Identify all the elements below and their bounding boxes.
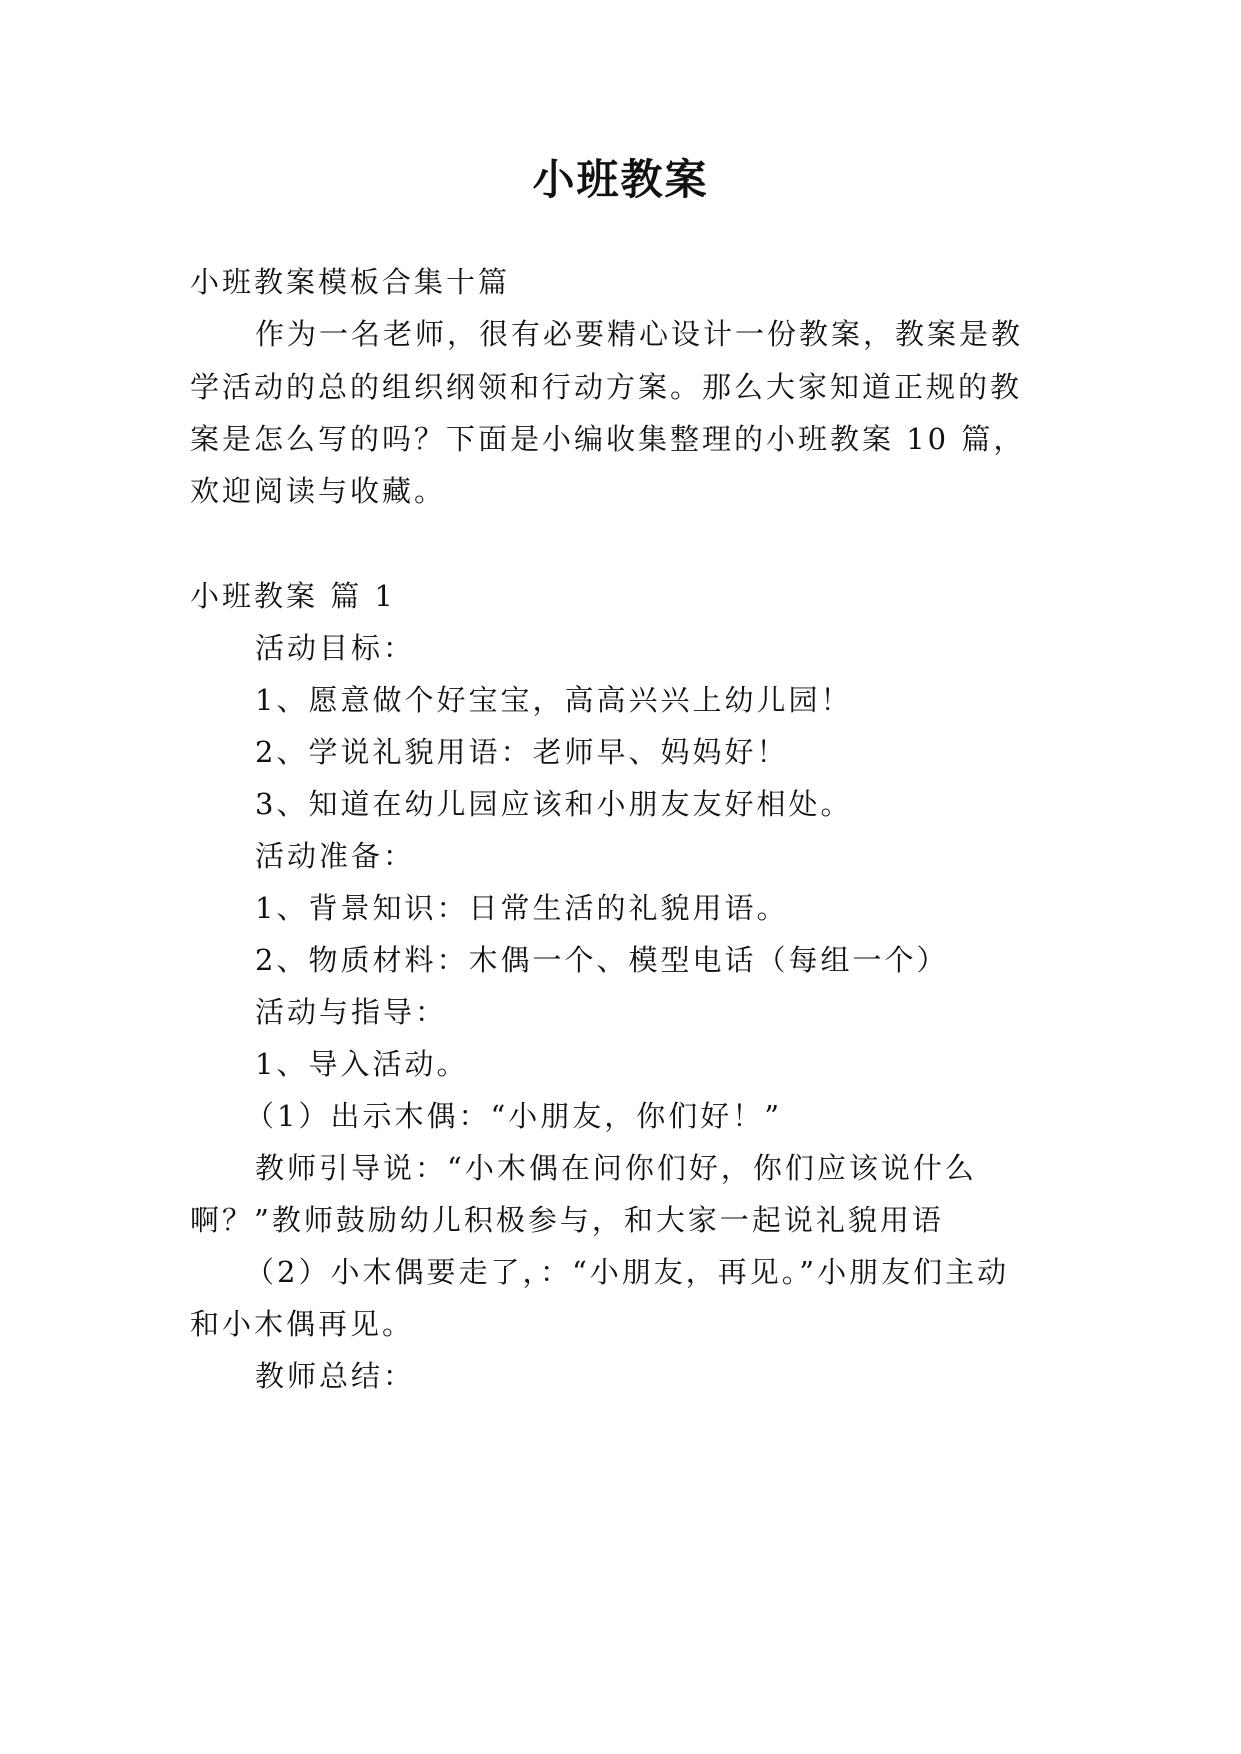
body-line-15: 教师总结： <box>255 1359 416 1393</box>
body-line-7: 2、物质材料：木偶一个、模型电话（每组一个） <box>255 943 949 977</box>
body-line-6: 1、背景知识：日常生活的礼貌用语。 <box>255 891 789 925</box>
body-line-1: 活动目标： <box>255 631 416 665</box>
body-line-11: 教师引导说：“小木偶在问你们好，你们应该说什么 <box>255 1151 977 1185</box>
body-line-8: 活动与指导： <box>255 995 448 1029</box>
subtitle: 小班教案模板合集十篇 <box>190 265 511 299</box>
body-line-14: 和小木偶再见。 <box>190 1307 415 1341</box>
body-line-4: 3、知道在幼儿园应该和小朋友友好相处。 <box>255 787 853 821</box>
body-line-3: 2、学说礼貌用语：老师早、妈妈好！ <box>255 735 789 769</box>
page-title: 小班教案 <box>532 155 709 204</box>
intro-line-2: 学活动的总的组织纲领和行动方案。那么大家知道正规的教 <box>190 370 1023 404</box>
section-heading: 小班教案 篇 1 <box>190 579 396 613</box>
body-line-13: （2）小木偶要走了，：“小朋友，再见。”小朋友们主动 <box>245 1255 1010 1289</box>
body-line-9: 1、导入活动。 <box>255 1047 469 1081</box>
body-line-12: 啊？”教师鼓励幼儿积极参与，和大家一起说礼貌用语 <box>190 1203 944 1237</box>
body-line-2: 1、愿意做个好宝宝，高高兴兴上幼儿园！ <box>255 683 853 717</box>
body-line-5: 活动准备： <box>255 839 416 873</box>
body-line-10: （1）出示木偶：“小朋友，你们好！” <box>245 1099 783 1133</box>
intro-line-4: 欢迎阅读与收藏。 <box>190 474 447 508</box>
intro-line-1: 作为一名老师，很有必要精心设计一份教案，教案是教 <box>255 317 1024 351</box>
intro-line-3: 案是怎么写的吗？下面是小编收集整理的小班教案 10 篇， <box>190 422 1026 456</box>
